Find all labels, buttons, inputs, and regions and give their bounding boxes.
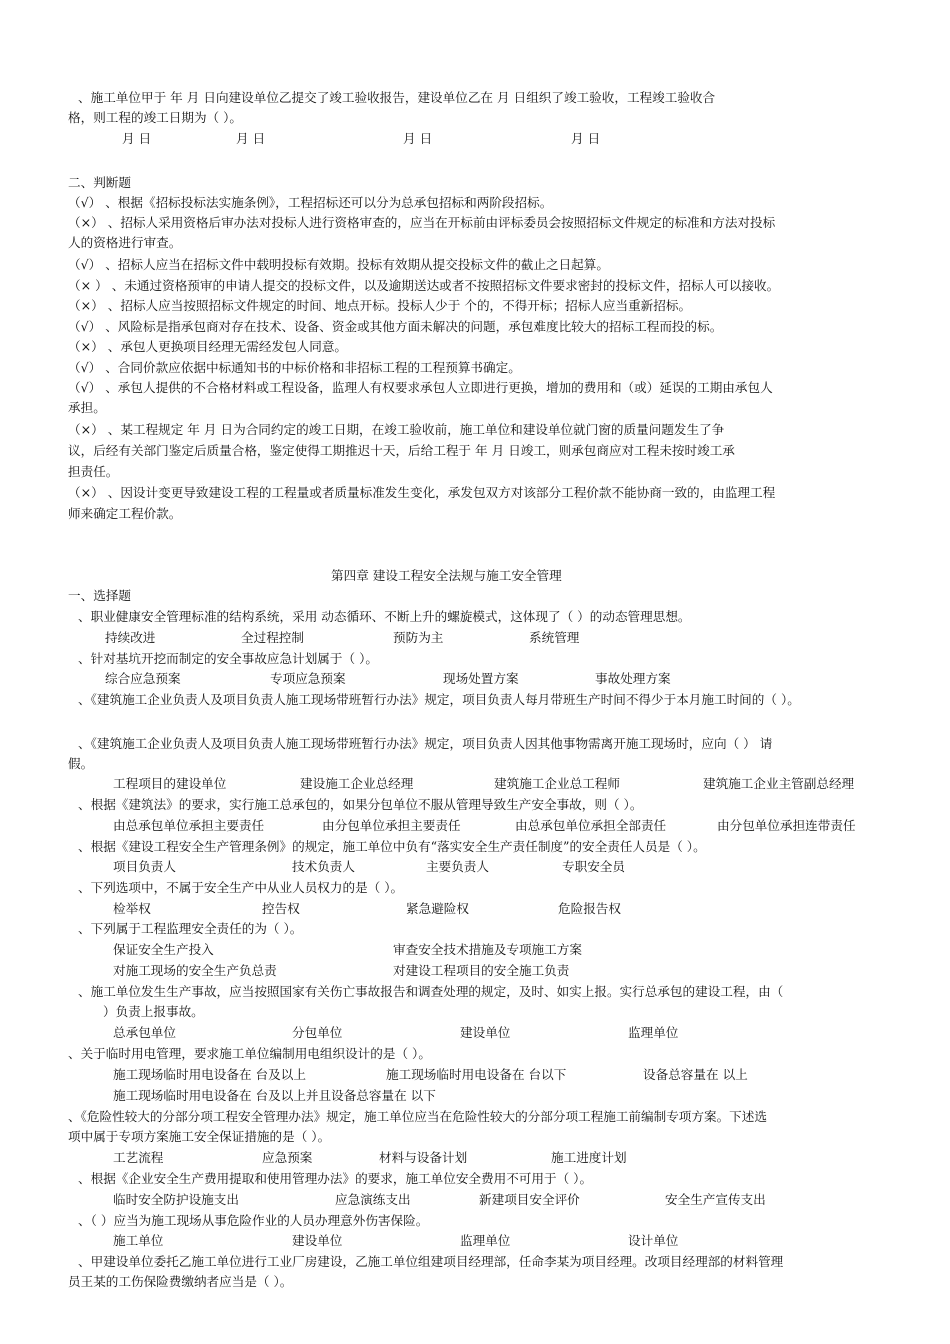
answer-option: 对建设工程项目的安全施工负责 xyxy=(393,963,570,978)
answer-option: 设备总容量在 以上 xyxy=(643,1067,748,1082)
answer-option: 应急预案 xyxy=(262,1150,313,1165)
question-text: 、下列属于工程监理安全责任的为（ ）。 xyxy=(78,921,303,936)
judge-line: 议，后经有关部门鉴定后质量合格，鉴定使得工期推迟十天，后给工程于 年 月 日竣工，则承包商应对工程未按时竣工承 xyxy=(68,443,735,458)
judge-line: 人的资格进行审查。 xyxy=(68,235,182,250)
answer-option: 总承包单位 xyxy=(113,1025,176,1040)
answer-option: 分包单位 xyxy=(292,1025,343,1040)
answer-option: 工程项目的建设单位 xyxy=(113,776,227,791)
judge-line: 师来确定工程价款。 xyxy=(68,506,182,521)
answer-option: 月 日 xyxy=(122,131,152,146)
question-text: 、职业健康安全管理标准的结构系统，采用 动态循环、不断上升的螺旋模式，这体现了（ ）的动态管理思想。 xyxy=(78,609,691,624)
answer-option: 工艺流程 xyxy=(113,1150,164,1165)
answer-option: 建设单位 xyxy=(460,1025,511,1040)
judge-line: （×） 、招标人采用资格后审办法对投标人进行资格审查的，应当在开标前由评标委员会按照招标文件规定的标准和方法对投标 xyxy=(68,215,776,230)
answer-option: 持续改进 xyxy=(105,630,156,645)
answer-option: 紧急避险权 xyxy=(406,901,469,916)
question-text: 、下列选项中，不属于安全生产中从业人员权力的是（ ）。 xyxy=(78,880,404,895)
answer-option: 由分包单位承担主要责任 xyxy=(322,818,461,833)
section-heading: 二、判断题 xyxy=(68,175,131,190)
judge-line: （√） 、风险标是指承包商对存在技术、设备、资金或其他方面未解决的问题，承包难度比较大的招标工程而投的标。 xyxy=(68,319,723,334)
answer-option: 检举权 xyxy=(113,901,151,916)
question-text: 、施工单位发生生产事故，应当按照国家有关伤亡事故报告和调查处理的规定，及时、如实上报。实行总承包的建设工程，由（ xyxy=(78,984,784,999)
question-text: 、根据《建筑法》的要求，实行施工总承包的，如果分包单位不服从管理导致生产安全事故，则（ ）。 xyxy=(78,797,643,812)
answer-option: 综合应急预案 xyxy=(105,671,181,686)
question-text: 项中属于专项方案施工安全保证措施的是（ ）。 xyxy=(68,1129,331,1144)
answer-option: 临时安全防护设施支出 xyxy=(113,1192,239,1207)
answer-option: 对施工现场的安全生产负总责 xyxy=(113,963,277,978)
judge-line: （×） 、承包人更换项目经理无需经发包人同意。 xyxy=(68,339,348,354)
answer-option: 项目负责人 xyxy=(113,859,176,874)
question-text: 、（ ）应当为施工现场从事危险作业的人员办理意外伤害保险。 xyxy=(78,1213,429,1228)
answer-option: 预防为主 xyxy=(393,630,444,645)
judge-line: （× ） 、未通过资格预审的申请人提交的投标文件，以及逾期送达或者不按照招标文件要求密封的投标文件，招标人可以接收。 xyxy=(68,278,780,293)
answer-option: 施工现场临时用电设备在 台及以上并且设备总容量在 以下 xyxy=(113,1088,436,1103)
judge-line: 担责任。 xyxy=(68,464,119,479)
judge-line: （×） 、招标人应当按照招标文件规定的时间、地点开标。投标人少于 个的，不得开标；招标人应当重新招标。 xyxy=(68,298,692,313)
answer-option: 新建项目安全评价 xyxy=(479,1192,580,1207)
answer-option: 由总承包单位承担全部责任 xyxy=(515,818,667,833)
answer-option: 月 日 xyxy=(236,131,266,146)
answer-option: 建筑施工企业主管副总经理 xyxy=(703,776,855,791)
question-text: 、关于临时用电管理，要求施工单位编制用电组织设计的是（ ）。 xyxy=(68,1046,431,1061)
answer-option: 技术负责人 xyxy=(292,859,355,874)
answer-option: 审查安全技术措施及专项施工方案 xyxy=(393,942,582,957)
answer-option: 保证安全生产投入 xyxy=(113,942,214,957)
answer-option: 由总承包单位承担主要责任 xyxy=(113,818,265,833)
question-text: 、《建筑施工企业负责人及项目负责人施工现场带班暂行办法》规定，项目负责人因其他事物需离开施工现场时，应向（ ） 请 xyxy=(78,736,773,751)
question-text: 假。 xyxy=(68,756,94,771)
question-text: 、甲建设单位委托乙施工单位进行工业厂房建设，乙施工单位组建项目经理部，任命李某为项目经理。改项目经理部的材料管理 xyxy=(78,1254,784,1269)
answer-option: 设计单位 xyxy=(628,1233,679,1248)
answer-option: 专项应急预案 xyxy=(270,671,346,686)
question-text: 、《危险性较大的分部分项工程安全管理办法》规定，施工单位应当在危险性较大的分部分项工程施工前编制专项方案。下述选 xyxy=(68,1109,767,1124)
answer-option: 施工现场临时用电设备在 台以下 xyxy=(386,1067,567,1082)
answer-option: 事故处理方案 xyxy=(595,671,671,686)
answer-option: 施工进度计划 xyxy=(551,1150,627,1165)
judge-line: （√） 、承包人提供的不合格材料或工程设备，监理人有权要求承包人立即进行更换，增加的费用和（或）延误的工期由承包人 xyxy=(68,380,773,395)
answer-option: 主要负责人 xyxy=(426,859,489,874)
judge-line: （√） 、招标人应当在招标文件中载明投标有效期。投标有效期从提交投标文件的截止之日起算。 xyxy=(68,257,609,272)
question-text: 格，则工程的竣工日期为（ ）。 xyxy=(68,110,243,125)
judge-line: （×） 、因设计变更导致建设工程的工程量或者质量标准发生变化，承发包双方对该部分工程价款不能协商一致的，由监理工程 xyxy=(68,485,776,500)
judge-line: （√） 、合同价款应依据中标通知书的中标价格和非招标工程的工程预算书确定。 xyxy=(68,360,521,375)
chapter-title: 第四章 建设工程安全法规与施工安全管理 xyxy=(331,568,562,583)
answer-option: 月 日 xyxy=(571,131,601,146)
section-heading: 一、选择题 xyxy=(68,588,131,603)
answer-option: 控告权 xyxy=(262,901,300,916)
question-text: 、施工单位甲于 年 月 日向建设单位乙提交了竣工验收报告，建设单位乙在 月 日组织了竣工验收，工程竣工验收合 xyxy=(78,90,716,105)
question-text: 、针对基坑开挖而制定的安全事故应急计划属于（ ）。 xyxy=(78,651,378,666)
answer-option: 系统管理 xyxy=(529,630,580,645)
judge-line: 承担。 xyxy=(68,400,106,415)
answer-option: 应急演练支出 xyxy=(335,1192,411,1207)
question-text: 、根据《企业安全生产费用提取和使用管理办法》的要求，施工单位安全费用不可用于（ ）。 xyxy=(78,1171,593,1186)
answer-option: 监理单位 xyxy=(460,1233,511,1248)
answer-option: 由分包单位承担连带责任 xyxy=(717,818,856,833)
answer-option: 施工现场临时用电设备在 台及以上 xyxy=(113,1067,306,1082)
answer-option: 月 日 xyxy=(403,131,433,146)
judge-line: （√） 、根据《招标投标法实施条例》，工程招标还可以分为总承包招标和两阶段招标。 xyxy=(68,195,553,210)
answer-option: 现场处置方案 xyxy=(443,671,519,686)
answer-option: 监理单位 xyxy=(628,1025,679,1040)
question-text: 、《建筑施工企业负责人及项目负责人施工现场带班暂行办法》规定，项目负责人每月带班生产时间不得少于本月施工时间的（ ）。 xyxy=(78,692,800,707)
answer-option: 建筑施工企业总工程师 xyxy=(494,776,620,791)
question-text: ）负责上报事故。 xyxy=(103,1004,204,1019)
answer-option: 专职安全员 xyxy=(562,859,625,874)
question-text: 员王某的工伤保险费缴纳者应当是（ ）。 xyxy=(68,1274,293,1289)
judge-line: （×） 、某工程规定 年 月 日为合同约定的竣工日期，在竣工验收前，施工单位和建设单位就门窗的质量问题发生了争 xyxy=(68,422,725,437)
answer-option: 危险报告权 xyxy=(558,901,621,916)
answer-option: 安全生产宣传支出 xyxy=(665,1192,766,1207)
answer-option: 材料与设备计划 xyxy=(379,1150,468,1165)
answer-option: 施工单位 xyxy=(113,1233,164,1248)
answer-option: 建设施工企业总经理 xyxy=(300,776,414,791)
answer-option: 建设单位 xyxy=(292,1233,343,1248)
question-text: 、根据《建设工程安全生产管理条例》的规定，施工单位中负有“落实安全生产责任制度”的安全责任人员是（ ）。 xyxy=(78,839,706,854)
answer-option: 全过程控制 xyxy=(241,630,304,645)
